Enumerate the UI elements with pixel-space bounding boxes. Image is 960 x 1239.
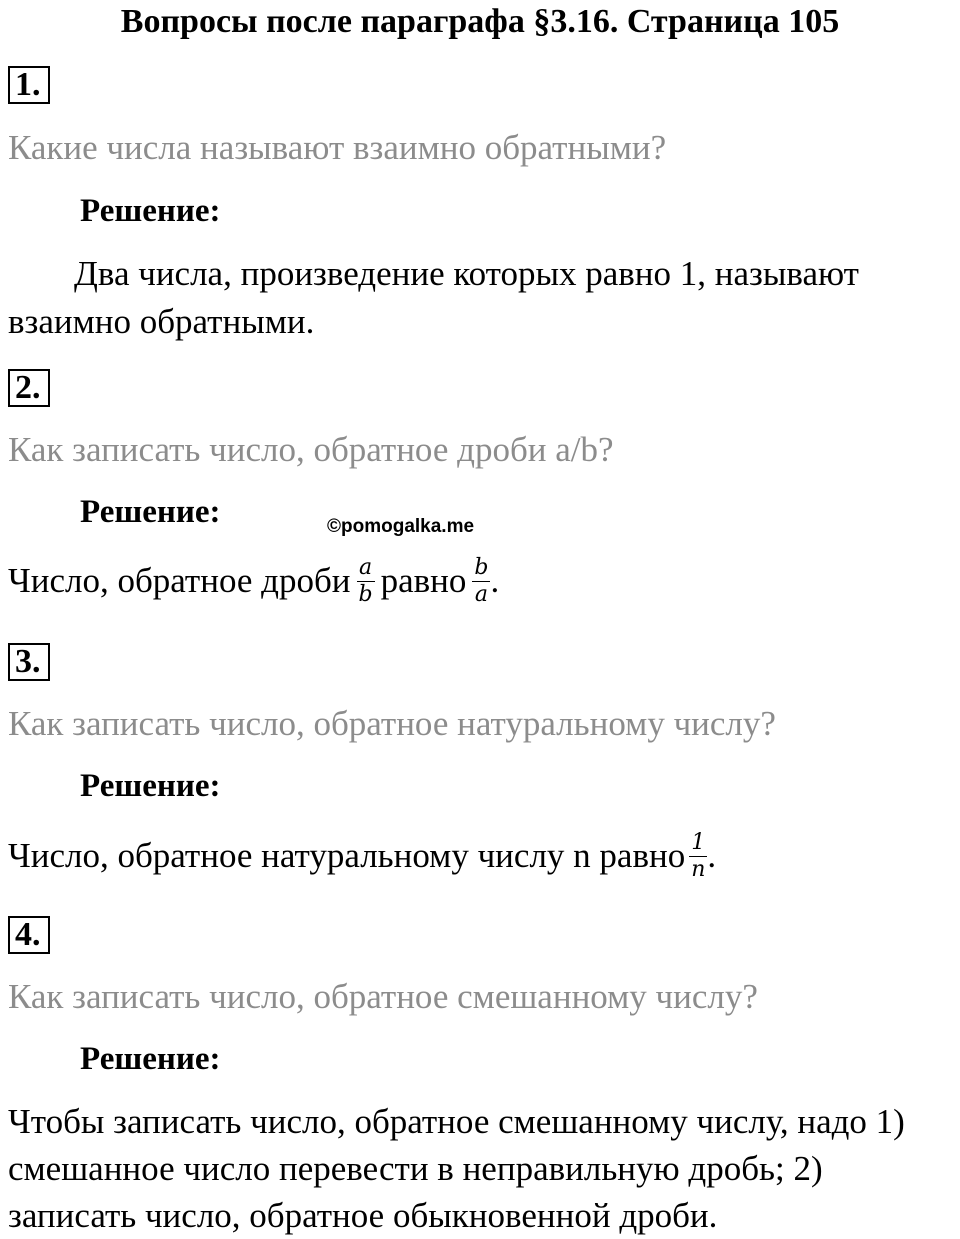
fraction-denominator: n xyxy=(691,857,706,883)
fraction-denominator: b xyxy=(358,582,373,608)
solution-label-1: Решение: xyxy=(80,193,221,229)
solution-label-4: Решение: xyxy=(80,1041,221,1077)
answer-text-3 xyxy=(8,832,716,885)
answer-prefix-2: Число, обратное дроби xyxy=(8,561,351,600)
question-number-4: 4. xyxy=(8,916,50,954)
question-number-2: 2. xyxy=(8,369,50,407)
answer-text-1: Два числа, произведение которых равно 1, называют взаимно обратными. xyxy=(8,254,859,341)
answer-text-2 xyxy=(8,557,499,610)
question-text-4: Как записать число, обратное смешанному числу? xyxy=(8,977,758,1016)
watermark: ©pomogalka.me xyxy=(327,516,475,537)
solution-label-2: Решение: xyxy=(80,494,221,530)
question-number-1: 1. xyxy=(8,66,50,104)
question-text-3: Как записать число, обратное натуральному числу? xyxy=(8,704,776,743)
answer-prefix-3: Число, обратное натуральному числу n равно xyxy=(8,836,686,875)
answer-suffix-3: . xyxy=(707,836,717,875)
fraction-numerator: a xyxy=(357,555,375,582)
solution-label-3: Решение: xyxy=(80,768,221,804)
answer-suffix-2: . xyxy=(490,561,500,600)
fraction-denominator: a xyxy=(474,582,488,608)
fraction-b-over-a xyxy=(472,555,490,608)
fraction-1-over-n xyxy=(689,830,707,883)
question-text-2: Как записать число, обратное дроби a/b? xyxy=(8,430,614,469)
question-number-3: 3. xyxy=(8,643,50,681)
fraction-a-over-b xyxy=(357,555,375,608)
answer-middle-2: равно xyxy=(380,561,467,600)
fraction-numerator: 1 xyxy=(689,830,707,857)
answer-text-4: Чтобы записать число, обратное смешанному числу, надо 1) смешанное число перевести в неправильную дробь; 2) записать число, обратное обыкновенной дроби. xyxy=(8,1102,905,1235)
question-text-1: Какие числа называют взаимно обратными? xyxy=(8,128,667,167)
page-title: Вопросы после параграфа §3.16. Страница 105 xyxy=(120,3,840,40)
fraction-numerator: b xyxy=(474,555,489,581)
